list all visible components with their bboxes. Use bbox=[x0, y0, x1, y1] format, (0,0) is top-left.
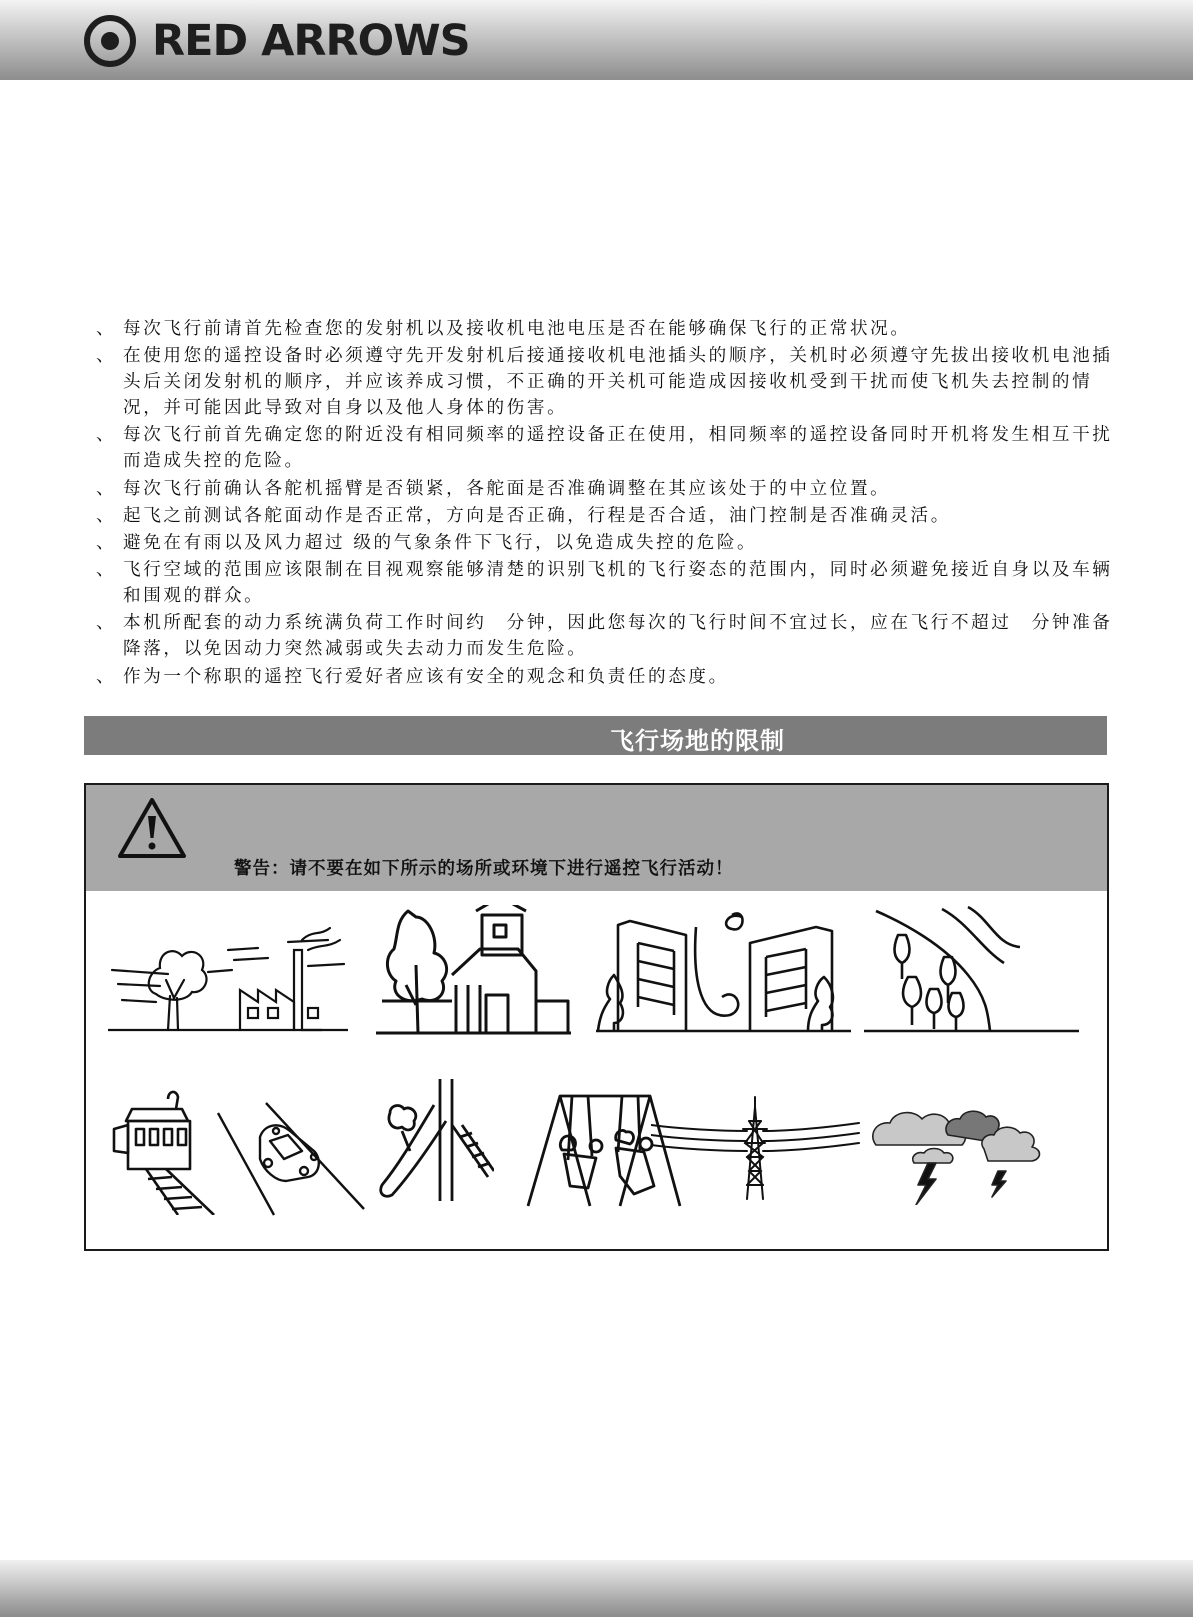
warning-box bbox=[84, 783, 1109, 1251]
list-item: 、 每次飞行前请首先检查您的发射机以及接收机电池电压是否在能够确保飞行的正常状况。 bbox=[96, 319, 911, 339]
playground-slide-illustration bbox=[376, 1075, 494, 1205]
safety-rules-list bbox=[96, 316, 1116, 691]
list-item: 、 起飞之前测试各舵面动作是否正常，方向是否正确，行程是否合适，油门控制是否准确灵活。 bbox=[96, 505, 951, 526]
hillside-wind-illustration bbox=[864, 905, 1079, 1037]
windy-factory-illustration bbox=[108, 910, 348, 1035]
brand-name: RED ARROWS bbox=[152, 16, 470, 66]
list-item: 、 作为一个称职的遥控飞行爱好者应该有安全的观念和负责任的态度。 bbox=[96, 666, 729, 687]
brand-logo bbox=[84, 14, 470, 68]
page-header bbox=[0, 0, 1193, 80]
road-car-illustration bbox=[216, 1101, 366, 1219]
houses-trees-illustration bbox=[376, 905, 571, 1037]
section-header-bar bbox=[84, 716, 1107, 755]
section-title: 飞行场地的限制 bbox=[610, 727, 785, 755]
list-item: 、 避免在有雨以及风力超过 级的气象条件下飞行，以免造成失控的危险。 bbox=[96, 532, 758, 553]
thunderstorm-illustration bbox=[868, 1105, 1060, 1205]
warning-header bbox=[86, 785, 1107, 891]
list-item: 、 每次飞行前首先确定您的附近没有相同频率的遥控设备正在使用，相同频率的遥控设备同时开机将发生相互干扰而造成失控的危险。 bbox=[96, 425, 1113, 472]
warning-text: 警告：请不要在如下所示的场所或环境下进行遥控飞行活动！ bbox=[234, 859, 734, 879]
page-footer-bar bbox=[0, 1560, 1193, 1617]
list-item: 、 本机所配套的动力系统满负荷工作时间约 分钟，因此您每次的飞行时间不宜过长，应在飞行不超过 分钟准备降落，以免因动力突然减弱或失去动力而发生危险。 bbox=[96, 613, 1113, 660]
power-lines-illustration bbox=[651, 1095, 861, 1200]
target-logo-icon bbox=[84, 15, 136, 67]
warning-triangle-icon bbox=[116, 796, 188, 860]
buildings-wind-illustration bbox=[596, 903, 851, 1038]
list-item: 、 在使用您的遥控设备时必须遵守先开发射机后接通接收机电池插头的顺序，关机时必须遵守先拔出接收机电池插头后关闭发射机的顺序，并应该养成习惯，不正确的开关机可能造成因接收机受到干扰而使飞机失去控制的情况，并可能因此导致对自身以及他人身体的伤害。 bbox=[96, 346, 1113, 419]
list-item: 、 每次飞行前确认各舵机摇臂是否锁紧，各舵面是否准确调整在其应该处于的中立位置。 bbox=[96, 478, 891, 499]
list-item: 、 飞行空域的范围应该限制在目视观察能够清楚的识别飞机的飞行姿态的范围内，同时必须避免接近自身以及车辆和围观的群众。 bbox=[96, 560, 1113, 607]
